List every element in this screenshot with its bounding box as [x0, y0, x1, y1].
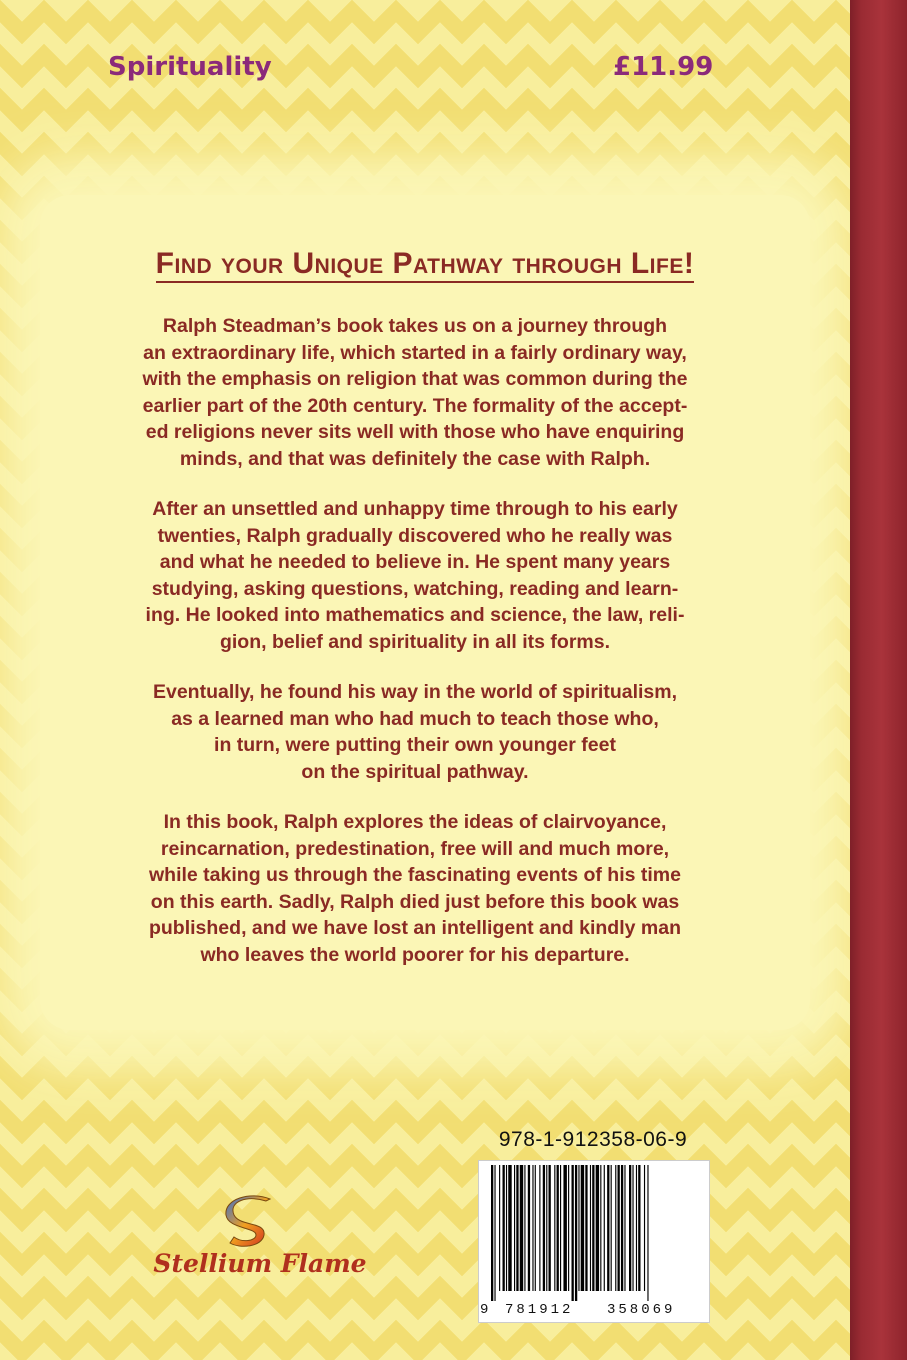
barcode-bar [615, 1165, 616, 1291]
barcode-digits: 781912 [505, 1302, 574, 1318]
blurb-paragraph [100, 496, 730, 655]
barcode-digits: 358069 [607, 1302, 676, 1318]
barcode-bar [528, 1165, 530, 1291]
barcode-bar [560, 1165, 561, 1291]
barcode-bar [539, 1165, 540, 1291]
barcode-bar [549, 1165, 551, 1291]
barcode-bar [503, 1165, 505, 1291]
barcode-bar [491, 1165, 493, 1301]
barcode-bar [638, 1165, 640, 1291]
barcode-graphic [479, 1161, 709, 1322]
barcode-bar [624, 1165, 625, 1291]
blurb-line: Ralph Steadman’s book takes us on a journey through [162, 315, 668, 337]
barcode-bar [581, 1165, 584, 1291]
barcode-bar [632, 1165, 633, 1291]
blurb-paragraph [100, 679, 730, 785]
barcode-bar [557, 1165, 559, 1291]
barcode-bar [572, 1165, 574, 1301]
blurb-line: an extraordinary life, which started in a fairly ordinary way, [143, 341, 687, 364]
barcode-bar [506, 1165, 507, 1291]
barcode-bar [604, 1165, 605, 1291]
blurb-line: minds, and that was definitely the case with Ralph. [179, 447, 651, 470]
barcode-bar [508, 1165, 511, 1291]
stellium-s-logo-icon [140, 1193, 380, 1253]
blurb-line: who leaves the world poorer for his departure. [200, 943, 630, 966]
genre-label: Spirituality [108, 52, 272, 82]
barcode-bar [585, 1165, 587, 1291]
barcode [478, 1160, 710, 1323]
barcode-bar [494, 1165, 495, 1301]
blurb-line: in turn, were putting their own younger feet [214, 734, 616, 756]
barcode-bar [543, 1165, 545, 1291]
barcode-bar [644, 1165, 645, 1291]
barcode-bar [514, 1165, 515, 1291]
book-spine [850, 0, 907, 1360]
blurb-line: In this book, Ralph explores the ideas of clairvoyance, [163, 811, 667, 833]
blurb-line: with the emphasis on religion that was common during the [142, 368, 688, 390]
barcode-bar [592, 1165, 594, 1291]
barcode-bar [618, 1165, 620, 1291]
headline [0, 247, 850, 281]
blurb-line: earlier part of the 20th century. The formality of the accept- [142, 394, 688, 417]
barcode-bar [607, 1165, 609, 1291]
barcode-bar [575, 1165, 577, 1301]
barcode-bar [524, 1165, 525, 1291]
barcode-bar [532, 1165, 533, 1291]
barcode-bar [535, 1165, 536, 1291]
barcode-bar [629, 1165, 631, 1291]
publisher-name: Stellium Flame [153, 1249, 367, 1278]
blurb-line: Eventually, he found his way in the world of spiritualism, [152, 681, 678, 703]
blurb-line: on this earth. Sadly, Ralph died just before this book was [150, 890, 680, 913]
isbn-number: 978-1-912358-06-9 [498, 1128, 688, 1151]
barcode-bar [590, 1165, 591, 1291]
blurb-line: and what he needed to believe in. He spent many years [159, 551, 671, 573]
blurb-paragraph [100, 809, 730, 968]
blurb-line: After an unsettled and unhappy time through to his early [152, 498, 678, 520]
barcode-bar [578, 1165, 579, 1291]
blurb-line: studying, asking questions, watching, reading and learn- [151, 577, 679, 600]
blurb-line: published, and we have lost an intelligent and kindly man [148, 917, 681, 939]
barcode-digits: 9 [480, 1302, 492, 1318]
blurb-line: as a learned man who had much to teach those who, [171, 707, 659, 730]
barcode-bar [499, 1165, 500, 1291]
blurb-line: while taking us through the fascinating events of his time [149, 864, 681, 886]
barcode-bar [568, 1165, 569, 1291]
barcode-bar [563, 1165, 566, 1291]
blurb-line: gion, belief and spirituality in all its forms. [219, 630, 611, 653]
blurb-line: twenties, Ralph gradually discovered who he really was [157, 524, 673, 547]
barcode-bar [516, 1165, 518, 1291]
blurb-paragraph [100, 313, 730, 472]
blurb-line: reincarnation, predestination, free will and much more, [160, 837, 670, 860]
publisher-logo [140, 1193, 380, 1293]
barcode-bar [600, 1165, 601, 1291]
blurb-line: ing. He looked into mathematics and science, the law, reli- [145, 604, 685, 626]
blurb-line: on the spiritual pathway. [301, 760, 529, 783]
barcode-bar [546, 1165, 547, 1291]
headline-text: Find your Unique Pathway through Life! [156, 247, 695, 283]
barcode-bar [520, 1165, 523, 1291]
barcode-bar [611, 1165, 612, 1291]
barcode-bar [647, 1165, 648, 1301]
barcode-bar [596, 1165, 599, 1291]
blurb [100, 313, 730, 992]
barcode-bar [554, 1165, 555, 1291]
barcode-bar [636, 1165, 637, 1291]
price-label: £11.99 [613, 52, 714, 82]
barcode-bar [621, 1165, 623, 1291]
blurb-line: ed religions never sits well with those who have enquiring [145, 421, 685, 443]
